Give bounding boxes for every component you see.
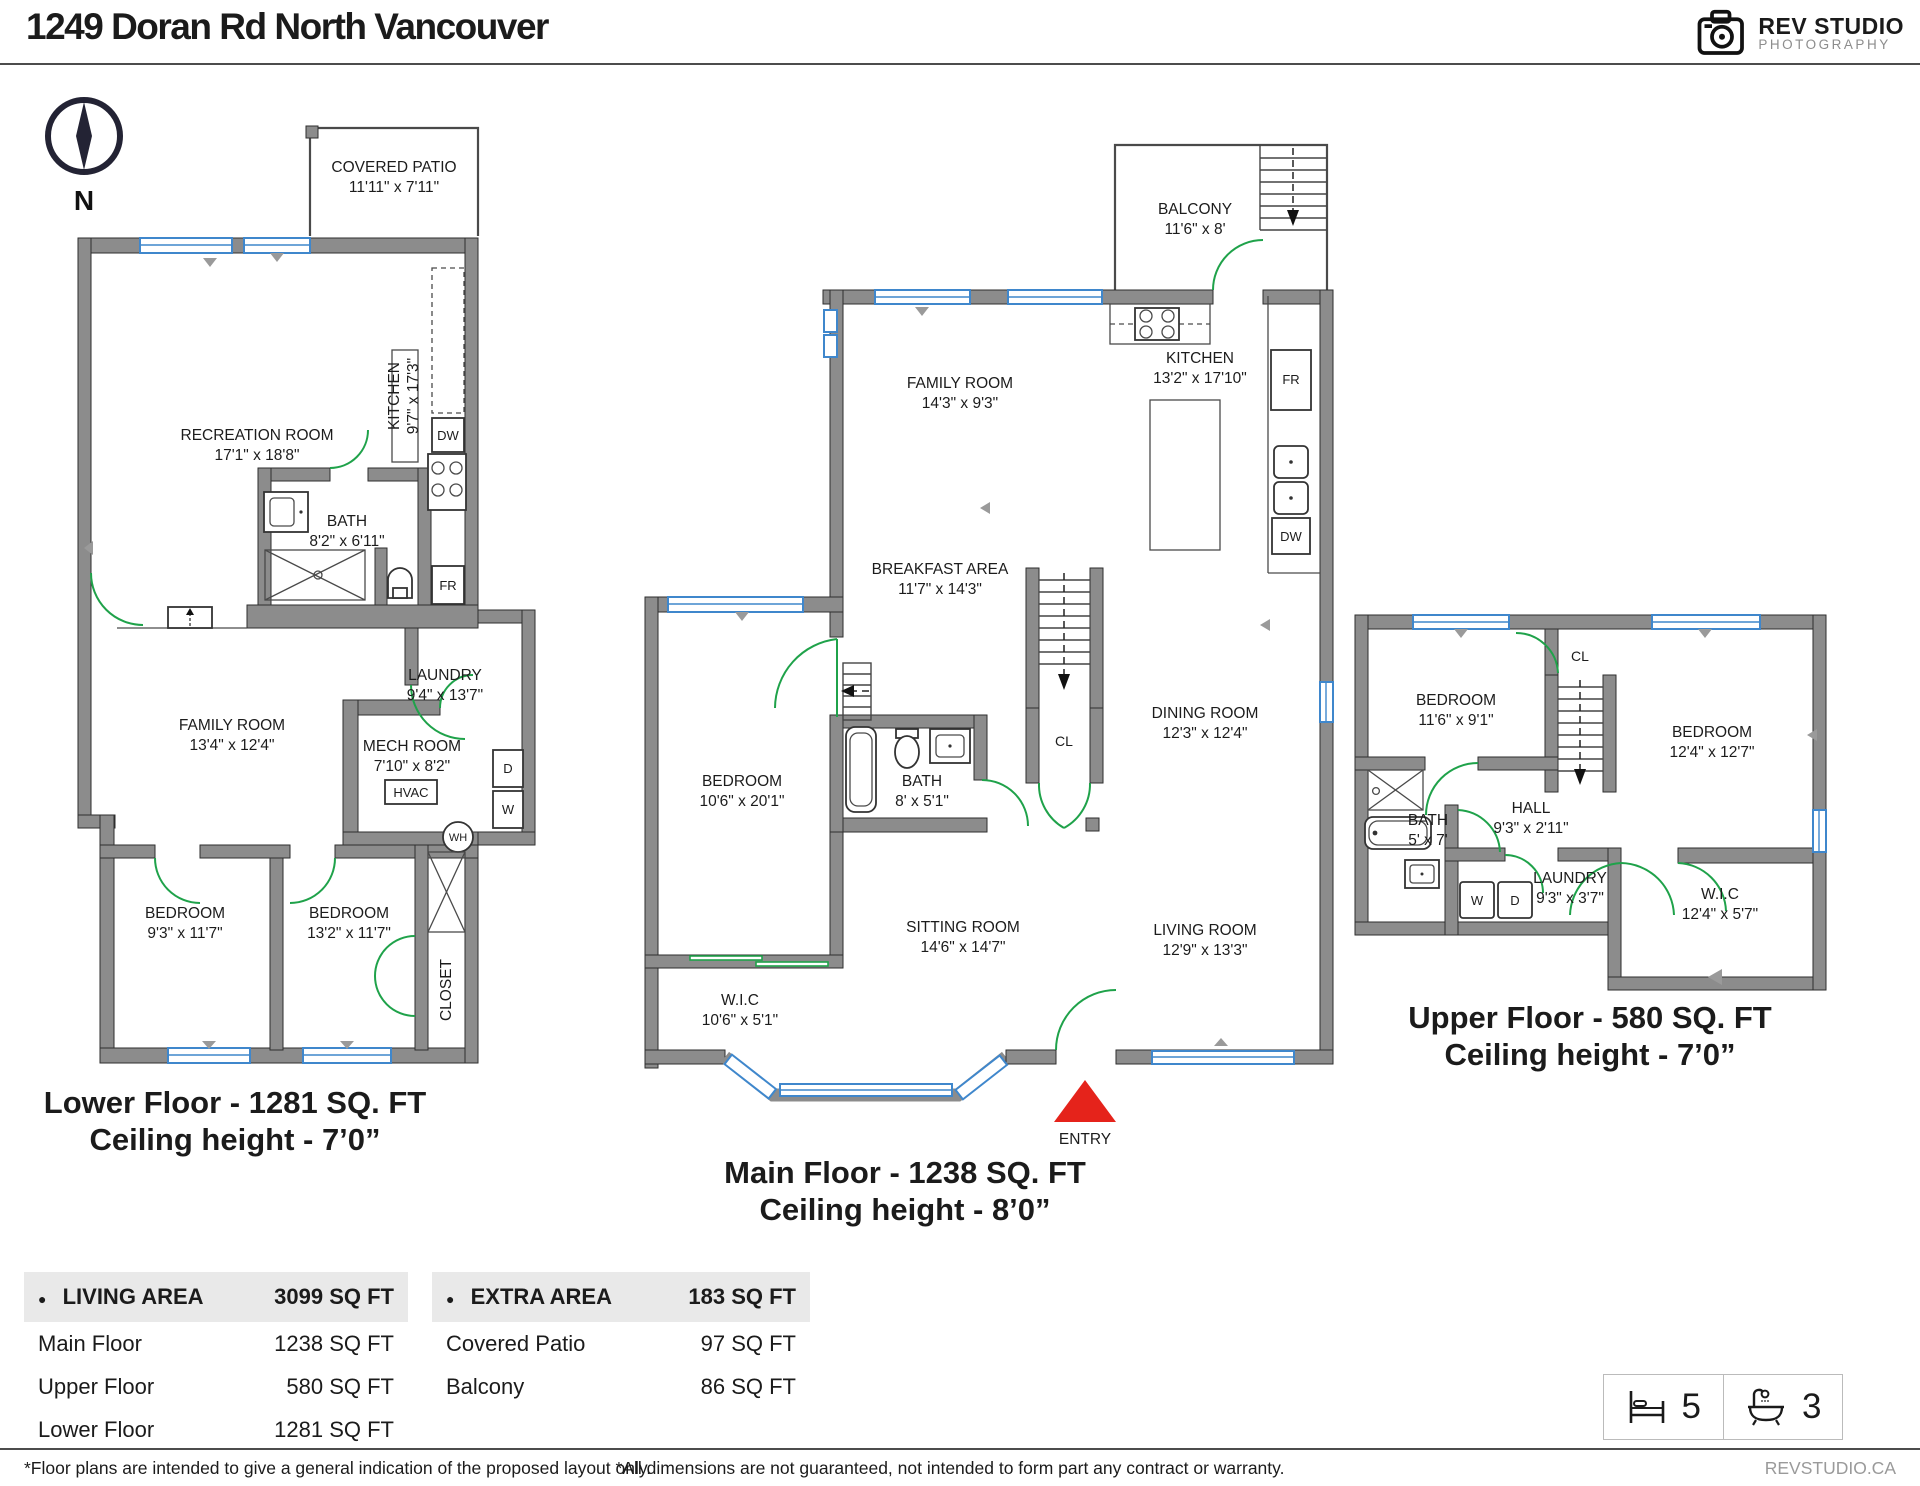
main-floor-caption [655, 1155, 1155, 1228]
room-label: BEDROOM [308, 905, 390, 922]
room-dims: 9'3" x 11'7" [147, 925, 223, 942]
vanity-icon [264, 492, 308, 532]
room-label: RECREATION ROOM [180, 427, 334, 444]
fr-label: FR [439, 578, 457, 593]
row-value: 1281 SQ FT [274, 1417, 394, 1442]
compass-label: N [73, 185, 95, 216]
row-label: Lower Floor [38, 1417, 155, 1442]
room-label: LIVING ROOM [1153, 922, 1257, 939]
main-windows [668, 290, 1333, 1099]
bed-bath-summary [1603, 1374, 1843, 1440]
toilet-icon [388, 568, 412, 598]
stairs-to-lower-icon [837, 639, 871, 720]
washer-icon [1460, 882, 1494, 918]
caption-line: Ceiling height - 8’0” [759, 1191, 1051, 1227]
living-area-table [24, 1272, 408, 1451]
row-value: 1238 SQ FT [274, 1331, 394, 1356]
caption-line: Upper Floor - 580 SQ. FT [1408, 1000, 1772, 1035]
closet-shelves-icon [428, 852, 465, 932]
w-label: W [501, 802, 515, 817]
room-label: BEDROOM [144, 905, 226, 922]
fridge-icon [432, 566, 464, 604]
row-value: 580 SQ FT [286, 1374, 394, 1399]
extra-area-total: 183 SQ FT [688, 1284, 796, 1309]
room-dims: 11'7" x 14'3" [898, 581, 982, 598]
beds-cell [1604, 1375, 1723, 1439]
washer-icon [493, 791, 523, 828]
room-label: LAUNDRY [408, 667, 482, 684]
lower-floor-caption [30, 1085, 440, 1158]
fr-label: FR [1282, 372, 1300, 387]
room-dims: 11'6" x 9'1" [1418, 712, 1494, 729]
bathtub-icon [846, 727, 876, 812]
wh-label: WH [448, 832, 468, 844]
upper-floor-caption [1340, 1000, 1840, 1073]
room-dims: 13'2" x 11'7" [307, 925, 391, 942]
header-divider [0, 63, 1920, 65]
row-label: Upper Floor [38, 1374, 155, 1399]
fridge-icon [1271, 350, 1311, 410]
dryer-icon [493, 750, 523, 787]
lower-floor-plan [60, 118, 515, 1068]
room-label: HALL [1511, 800, 1551, 817]
d-label: D [1510, 893, 1520, 908]
dishwasher-icon [1272, 518, 1310, 554]
central-stairs-icon [1026, 568, 1103, 708]
extra-area-table [432, 1272, 810, 1408]
table-row [432, 1322, 810, 1365]
room-dims: 9'3" x 2'11" [1493, 820, 1569, 837]
sink-icon [1405, 860, 1439, 888]
room-label: KITCHEN [386, 361, 403, 431]
caption-line: Ceiling height - 7’0” [89, 1121, 381, 1157]
extra-area-title: EXTRA AREA [470, 1284, 612, 1309]
d-label: D [503, 761, 513, 776]
room-label: LAUNDRY [1533, 870, 1607, 887]
kitchen-label-group [386, 358, 422, 434]
hvac-icon [385, 780, 437, 804]
main-floor-plan [630, 118, 1342, 1163]
room-dims: 17'1" x 18'8" [214, 447, 300, 464]
shower-icon [1368, 770, 1423, 810]
living-area-title: LIVING AREA [62, 1284, 204, 1309]
dw-label: DW [1280, 529, 1302, 544]
footer-note-left: *Floor plans are intended to give a general indication of the proposed layout only. [24, 1458, 652, 1478]
upper-stairs-icon [1558, 680, 1603, 785]
stove-icon [1110, 304, 1210, 344]
hvac-label: HVAC [393, 785, 429, 800]
room-dims: 12'3" x 12'4" [1162, 725, 1248, 742]
footer-divider [0, 1448, 1920, 1450]
room-label: BREAKFAST AREA [871, 561, 1009, 578]
room-label: BALCONY [1157, 201, 1233, 218]
bullet-icon: ● [38, 1291, 47, 1307]
room-dims: 12'4" x 12'7" [1669, 744, 1755, 761]
room-label: CL [1571, 648, 1589, 664]
room-dims: 13'4" x 12'4" [189, 737, 275, 754]
room-label: BEDROOM [1415, 692, 1497, 709]
row-label: Main Floor [38, 1331, 142, 1356]
logo-name: REV STUDIO [1758, 12, 1904, 39]
upper-windows [1413, 615, 1826, 852]
room-label: SITTING ROOM [906, 919, 1020, 936]
main-closet [1026, 708, 1103, 831]
room-label: COVERED PATIO [331, 159, 457, 176]
kitchen-island [1150, 400, 1220, 550]
sink-icon [930, 729, 970, 763]
room-label: DINING ROOM [1151, 705, 1259, 722]
page-title: 1249 Doran Rd North Vancouver [26, 6, 548, 47]
room-dims: 11'6" x 8' [1164, 221, 1226, 238]
upper-walls [1355, 615, 1826, 990]
room-label: BATH [1407, 812, 1449, 829]
water-heater-icon [443, 822, 473, 852]
room-label: FAMILY ROOM [906, 375, 1014, 392]
room-dims: 10'6" x 5'1" [701, 1012, 779, 1029]
dryer-icon [1498, 882, 1532, 918]
lower-step-up-icon [168, 607, 212, 628]
w-label: W [1470, 893, 1484, 908]
footer-note-center: *All dimensions are not guaranteed, not intended to form part any contract or warranty. [615, 1458, 1285, 1478]
bed-icon [1626, 1389, 1668, 1425]
room-label: BEDROOM [1671, 724, 1753, 741]
shower-icon [265, 550, 365, 600]
room-label: CL [1055, 733, 1073, 749]
caption-line: Lower Floor - 1281 SQ. FT [43, 1085, 427, 1120]
row-value: 86 SQ FT [700, 1374, 796, 1399]
stove-icon [428, 454, 466, 510]
room-dims: 8'2" x 6'11" [309, 533, 385, 550]
toilet-icon [895, 729, 919, 768]
room-dims: 8' x 5'1" [895, 793, 949, 810]
room-dims: 13'2" x 17'10" [1153, 370, 1247, 387]
caption-line: Main Floor - 1238 SQ. FT [724, 1155, 1086, 1190]
room-label: BATH [901, 773, 943, 790]
room-label: KITCHEN [1165, 350, 1235, 367]
room-dims: 9'4" x 13'7" [406, 687, 484, 704]
table-row [24, 1365, 408, 1408]
room-dims: 14'3" x 9'3" [921, 395, 999, 412]
baths-count: 3 [1802, 1387, 1822, 1426]
room-dims: 12'9" x 13'3" [1162, 942, 1248, 959]
room-dims: 14'6" x 14'7" [920, 939, 1006, 956]
room-label: W.I.C [721, 992, 759, 1009]
caption-line: Ceiling height - 7’0” [1444, 1036, 1736, 1072]
dw-label: DW [437, 428, 459, 443]
footer-site-link: REVSTUDIO.CA [1764, 1458, 1896, 1478]
dishwasher-icon [432, 418, 464, 452]
room-dims: 12'4" x 5'7" [1681, 906, 1759, 923]
room-label: MECH ROOM [362, 738, 462, 755]
room-dims: 7'10" x 8'2" [373, 758, 451, 775]
entry-label: ENTRY [1058, 1131, 1112, 1148]
bullet-icon: ● [446, 1291, 455, 1307]
extra-area-header [432, 1272, 810, 1322]
beds-count: 5 [1681, 1387, 1701, 1426]
studio-logo [1696, 8, 1904, 58]
bath-icon [1744, 1387, 1788, 1427]
room-dims: 10'6" x 20'1" [699, 793, 785, 810]
entry-marker [1054, 1080, 1116, 1148]
table-row [432, 1365, 810, 1408]
room-label: CLOSET [438, 958, 455, 1022]
room-label: BEDROOM [701, 773, 783, 790]
camera-icon [1696, 8, 1748, 58]
row-label: Balcony [446, 1374, 525, 1399]
room-dims: 11'11" x 7'11" [348, 179, 440, 196]
table-row [24, 1322, 408, 1365]
double-sink-icon [1274, 446, 1308, 514]
room-label: FAMILY ROOM [178, 717, 286, 734]
room-dims: 5' x 7' [1408, 832, 1448, 849]
table-row [24, 1408, 408, 1451]
row-value: 97 SQ FT [700, 1331, 796, 1356]
room-label: W.I.C [1701, 886, 1739, 903]
room-dims: 9'3" x 3'7" [1536, 890, 1604, 907]
room-label: BATH [326, 513, 368, 530]
living-area-header [24, 1272, 408, 1322]
row-label: Covered Patio [446, 1331, 586, 1356]
logo-subtitle: PHOTOGRAPHY [1758, 36, 1891, 52]
living-area-total: 3099 SQ FT [274, 1284, 394, 1309]
room-dims: 9'7" x 17'3" [405, 357, 422, 435]
baths-cell [1723, 1375, 1843, 1439]
